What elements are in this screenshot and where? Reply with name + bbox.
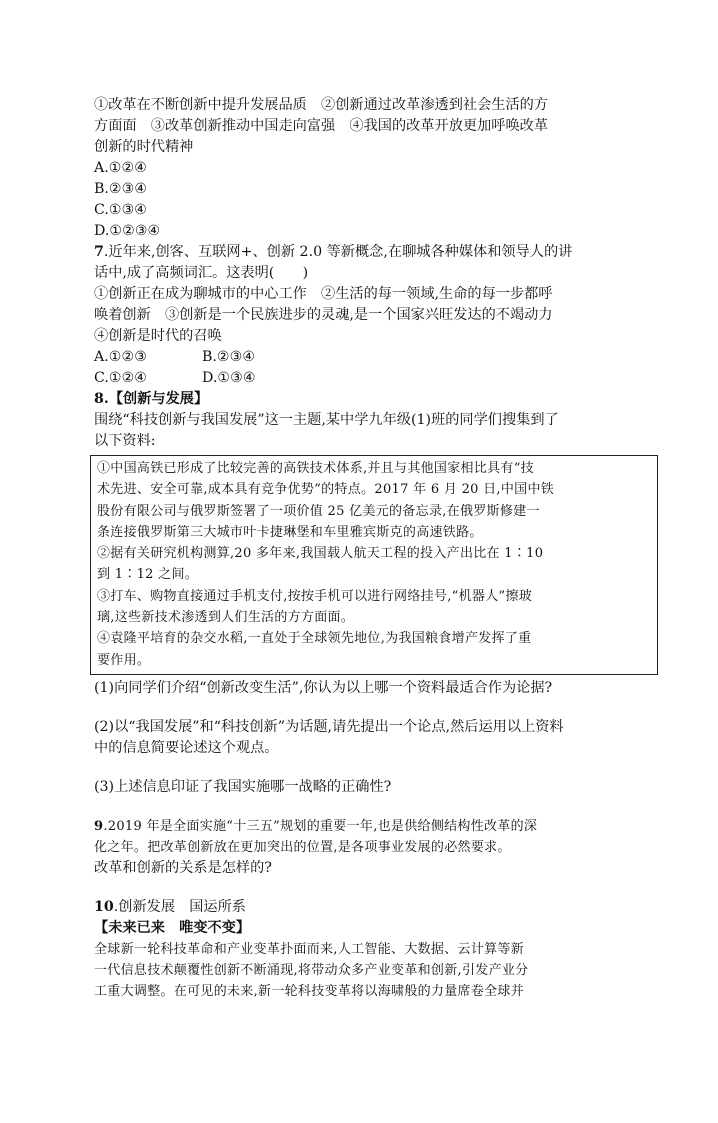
q8-material-line: 璃,这些新技术渗透到人们生活的方方面面。: [97, 610, 355, 626]
q8-material-line: 股份有限公司与俄罗斯签署了一项价值 25 亿美元的备忘录,在俄罗斯修建一: [97, 503, 540, 519]
q10-title: [94, 897, 624, 918]
q7-stem-line: 话中,成了高频词汇。这表明( ): [94, 265, 309, 281]
q7-block: [94, 242, 624, 389]
q7-number: 7: [94, 244, 104, 260]
q10-text-line: 全球新一轮科技革命和产业变革扑面而来,人工智能、大数据、云计算等新: [94, 941, 525, 957]
q7-stem-text: .近年来,创客、互联网+、创新 2.0 等新概念,在聊城各种媒体和领导人的讲: [103, 244, 573, 260]
q8-subquestion-2-cont: 中的信息简要论述这个观点。: [94, 739, 279, 756]
q6-statement-line: 方面面 ③改革创新推动中国走向富强 ④我国的改革开放更加呼唤改革: [94, 118, 549, 134]
q6-option-d[interactable]: D.①②③④: [94, 223, 161, 239]
q7-statement-line: ④创新是时代的召唤: [94, 328, 222, 344]
q9-text-line: [94, 816, 624, 837]
q6-option-b[interactable]: B.②③④: [94, 181, 148, 197]
document-page: [94, 95, 624, 1002]
q8-material-line: 术先进、安全可靠,成本具有竞争优势”的特点。2017 年 6 月 20 日,中国中铁: [97, 482, 555, 498]
q9-question: 改革和创新的关系是怎样的?: [94, 859, 272, 876]
q6-block: [94, 95, 624, 242]
q9-block: [94, 816, 624, 897]
q8-material-line: 到 1∶12 之间。: [97, 567, 199, 583]
q6-option-c[interactable]: C.①③④: [94, 202, 148, 218]
q8-material-line: ①中国高铁已形成了比较完善的高铁技术体系,并且与其他国家相比具有“技: [97, 461, 534, 476]
q8-material-line: ②据有关研究机构测算,20 多年来,我国载人航天工程的投入产出比在 1∶10: [97, 546, 544, 562]
q8-intro-line: 以下资料:: [94, 433, 156, 449]
q7-option-b[interactable]: B.②③④: [202, 349, 256, 365]
q8-subquestion-1: (1)向同学们介绍“创新改变生活”,你认为以上哪一个资料最适合作为论据?: [94, 679, 553, 696]
q9-number: 9: [94, 818, 104, 834]
answer-space: [94, 699, 624, 717]
q8-title: [94, 389, 624, 410]
q6-option-a[interactable]: A.①②④: [94, 160, 147, 176]
q8-number: 8: [94, 391, 104, 407]
q6-statement-line: ①改革在不断创新中提升发展品质 ②创新通过改革渗透到社会生活的方: [94, 97, 549, 113]
q10-number: 10: [94, 898, 114, 915]
q8-materials-box: [90, 455, 658, 675]
q7-statement-line: ①创新正在成为聊城市的中心工作 ②生活的每一领域,生命的每一步都呼: [94, 286, 553, 302]
q8-block: [94, 389, 624, 816]
q6-statement-line: 创新的时代精神: [94, 139, 194, 155]
answer-space: [94, 798, 624, 816]
answer-space: [94, 759, 624, 777]
q10-block: [94, 897, 624, 1002]
q8-material-line: 要作用。: [97, 652, 151, 668]
answer-space: [94, 879, 624, 897]
q8-intro-line: 围绕“科技创新与我国发展”这一主题,某中学九年级(1)班的同学们搜集到了: [94, 412, 559, 428]
q10-text-line: 一代信息技术颠覆性创新不断涌现,将带动众多产业变革和创新,引发产业分: [94, 962, 529, 978]
q8-material-line: 条连接俄罗斯第三大城市叶卡捷琳堡和车里雅宾斯克的高速铁路。: [97, 524, 483, 540]
q10-subtitle: 【未来已来 唯变不变】: [94, 919, 251, 936]
q9-text: .2019 年是全面实施“十三五”规划的重要一年,也是供给侧结构性改革的深: [103, 818, 538, 834]
q7-option-d[interactable]: D.①③④: [202, 370, 256, 386]
q9-text-line: 化之年。把改革创新放在更加突出的位置,是各项事业发展的必然要求。: [94, 839, 511, 855]
q7-options-row: [94, 347, 624, 368]
q7-stem-line: [94, 242, 624, 263]
q8-title-text: .【创新与发展】: [103, 391, 209, 407]
q8-material-line: ③打车、购物直接通过手机支付,按按手机可以进行网络挂号,“机器人”擦玻: [97, 588, 533, 604]
q8-subquestion-3: (3)上述信息印证了我国实施哪一战略的正确性?: [94, 778, 392, 795]
q7-statement-line: 唤着创新 ③创新是一个民族进步的灵魂,是一个国家兴旺发达的不竭动力: [94, 307, 553, 323]
q8-material-line: ④袁隆平培育的杂交水稻,一直处于全球领先地位,为我国粮食增产发挥了重: [97, 631, 532, 647]
q7-option-c[interactable]: C.①②④: [94, 370, 148, 386]
q10-title-text: .创新发展 国运所系: [113, 898, 246, 915]
q7-option-a[interactable]: A.①②③: [94, 349, 147, 365]
q8-subquestion-2: (2)以“我国发展”和“科技创新”为话题,请先提出一个论点,然后运用以上资料: [94, 718, 564, 735]
q10-text-line: 工重大调整。在可见的未来,新一轮科技变革将以海啸般的力量席卷全球并: [94, 983, 525, 999]
q7-options-row: [94, 368, 624, 389]
